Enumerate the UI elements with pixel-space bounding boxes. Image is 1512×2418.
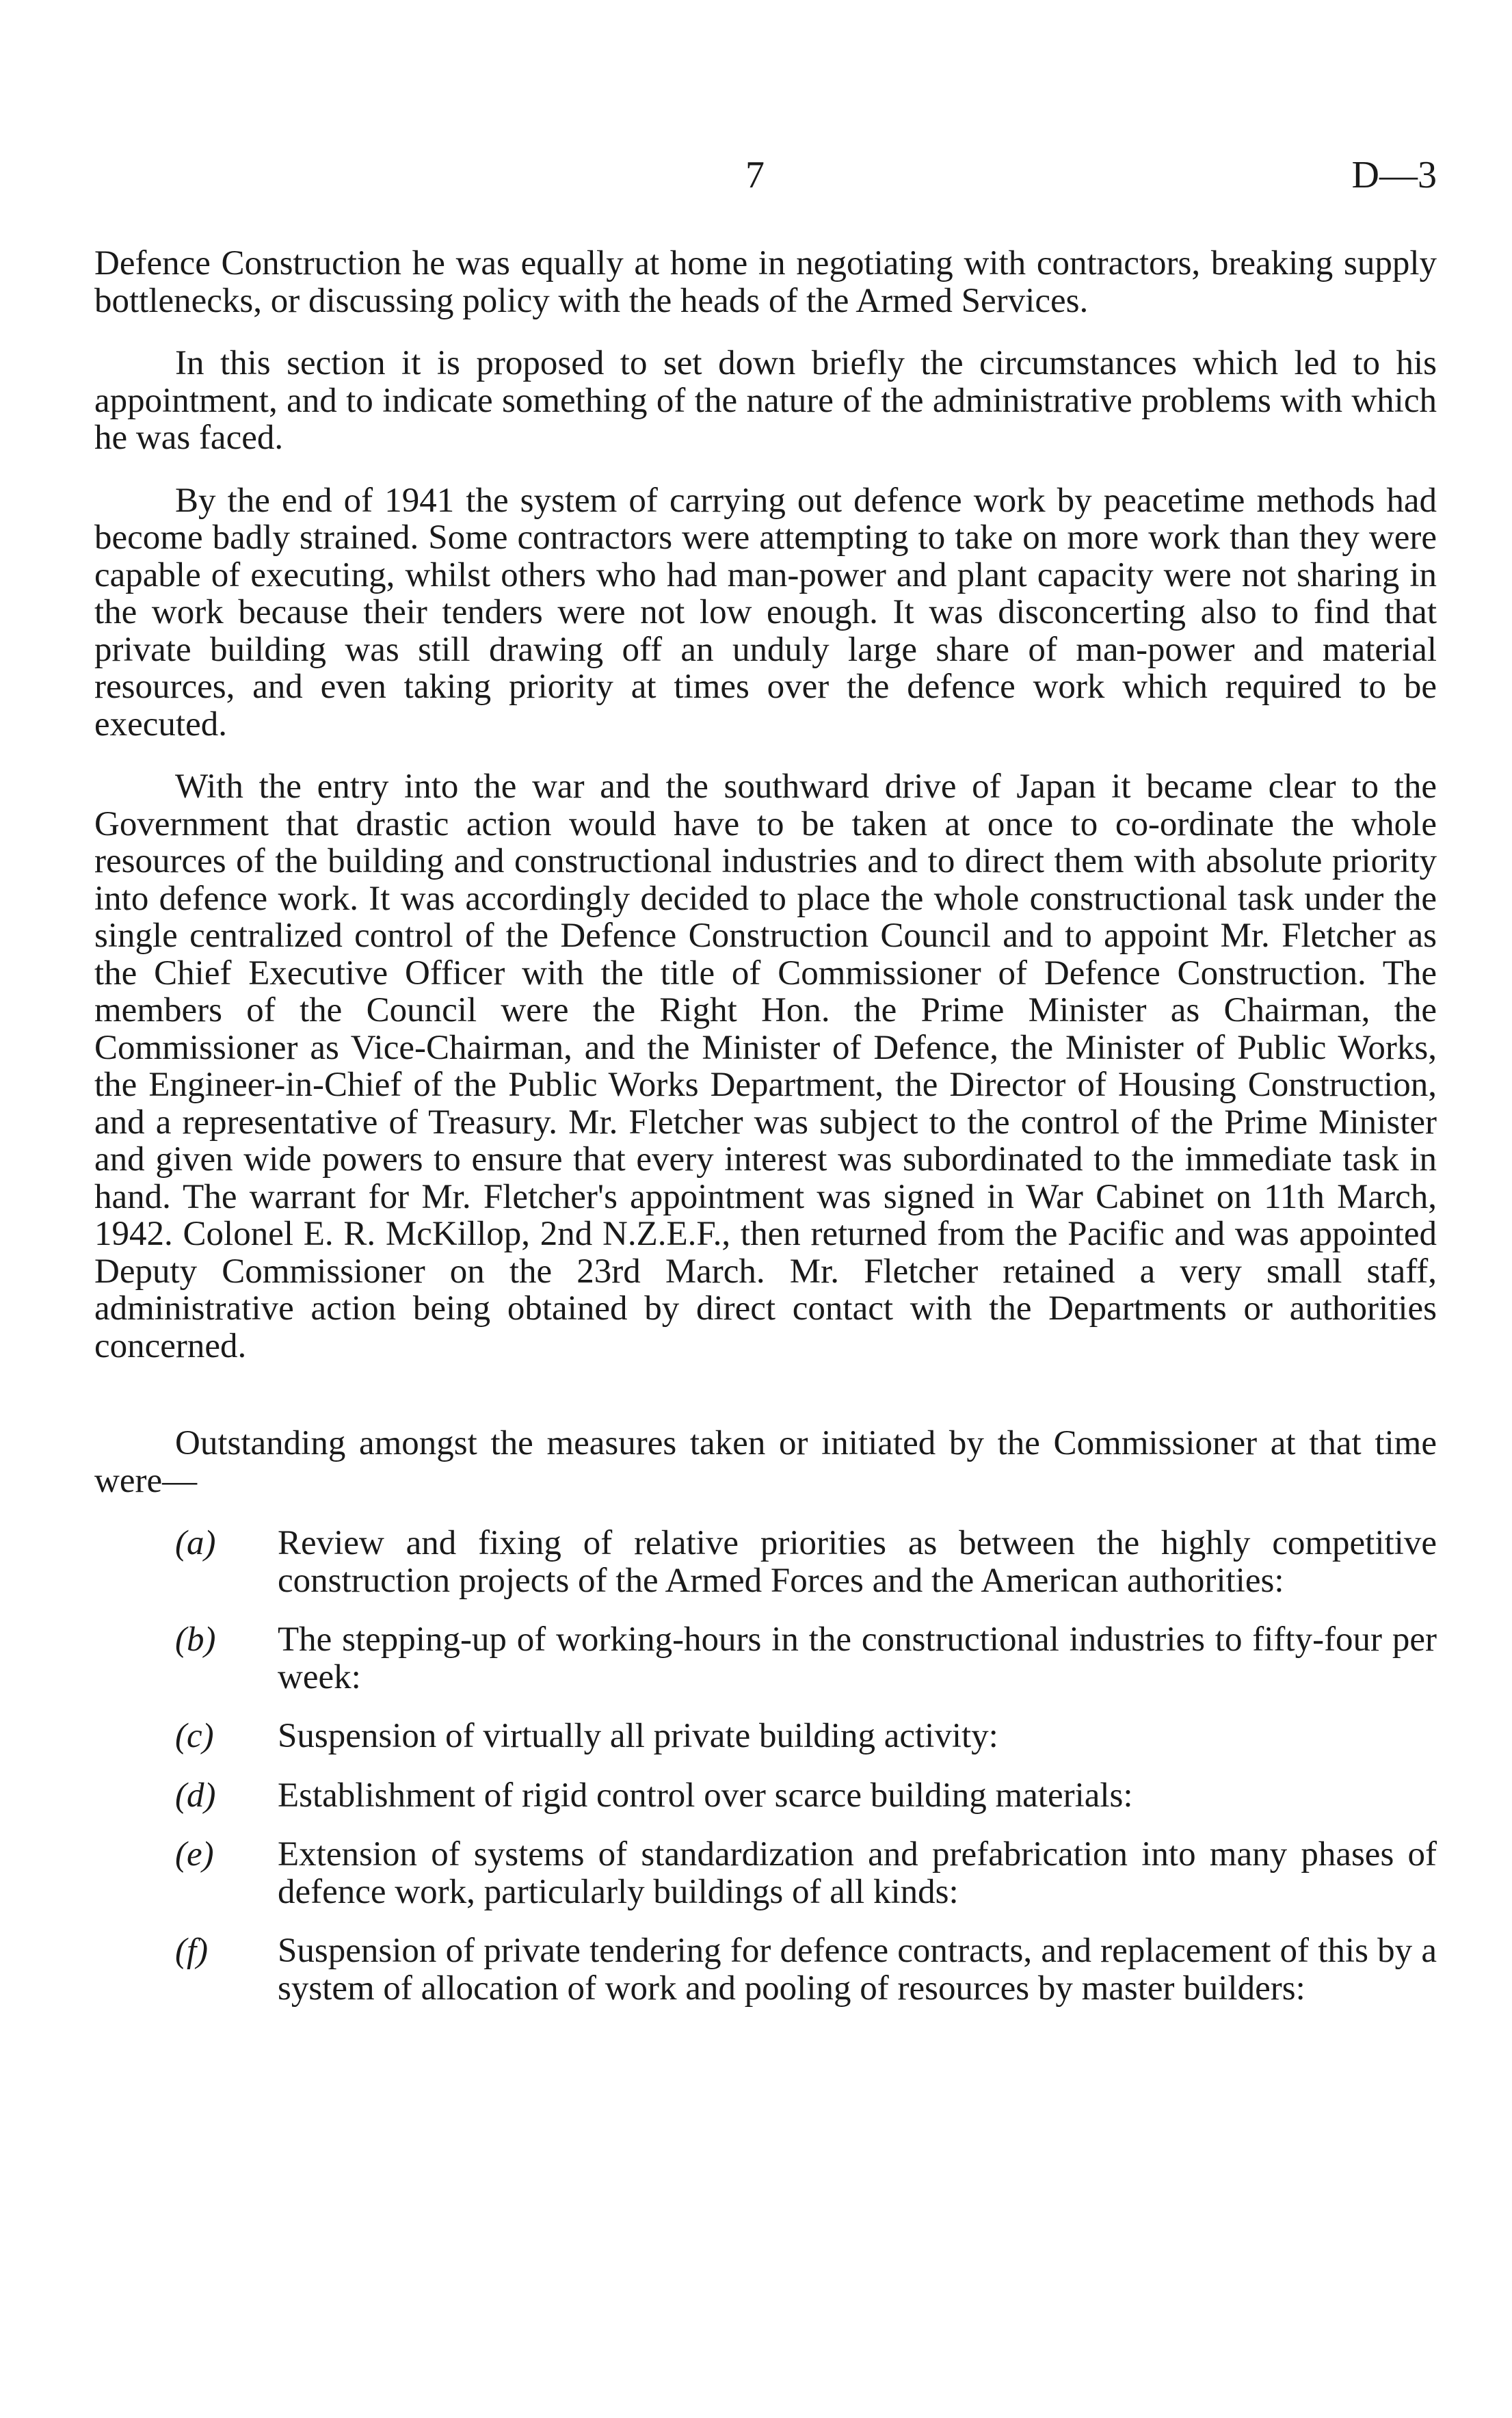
list-item-text: Suspension of private tendering for defence contracts, and replacement of this by a system of allocation of work and pooling of resources by master builders: <box>278 1932 1437 2008</box>
list-item-label: (c) <box>175 1717 214 1755</box>
paragraph-circumstances: In this section it is proposed to set down briefly the circumstances which led to his appointment, and to indicate something of the nature of the administrative problems with which he was faced. <box>94 344 1437 457</box>
list-item <box>94 1836 1437 1910</box>
measures-list <box>94 1525 1437 2007</box>
list-item-label: (a) <box>175 1524 216 1562</box>
list-item-text: Review and fixing of relative priorities as between the highly competitive construction projects of the Armed Forces and the American authorities: <box>278 1524 1437 1600</box>
document-reference: D—3 <box>1351 154 1437 196</box>
list-item-text: Establishment of rigid control over scarce building materials: <box>278 1776 1133 1815</box>
list-item-label: (b) <box>175 1620 216 1659</box>
list-item <box>94 1621 1437 1696</box>
paragraph-measures-intro: Outstanding amongst the measures taken or initiated by the Commissioner at that time were— <box>94 1424 1437 1500</box>
list-item <box>94 1525 1437 1599</box>
document-body <box>94 245 1437 2029</box>
list-item <box>94 1777 1437 1815</box>
paragraph-peacetime-methods: By the end of 1941 the system of carrying out defence work by peacetime methods had become badly strained. Some contractors were attempting to take on more work than they were capable of executing, whilst others who had man-power and plant capacity were not sharing in the work because their tenders were not low enough. It was disconcerting also to find that private building was still drawing off an unduly large share of man-power and material resources, and even taking priority at times over the defence work which required to be executed. <box>94 481 1437 744</box>
paragraph-continuation: Defence Construction he was equally at home in negotiating with contractors, breaking supply bottlenecks, or discussing policy with the heads of the Armed Services. <box>94 244 1437 320</box>
list-item-label: (d) <box>175 1776 216 1815</box>
list-item-label: (e) <box>175 1835 214 1874</box>
paragraph-council-appointment: With the entry into the war and the southward drive of Japan it became clear to the Government that drastic action would have to be taken at once to co-ordinate the whole resources of the building and constructional industries and to direct them with absolute priority into defence work. It was accordingly decided to place the whole constructional task under the single centralized control of the Defence Construction Council and to appoint Mr. Fletcher as the Chief Executive Officer with the title of Commissioner of Defence Construction. The members of the Council were the Right Hon. the Prime Minister as Chairman, the Commissioner as Vice-Chairman, and the Minister of Defence, the Minister of Public Works, the Engineer-in-Chief of the Public Works Department, the Director of Housing Construction, and a representative of Treasury. Mr. Fletcher was subject to the control of the Prime Minister and given wide powers to ensure that every interest was subordinated to the immediate task in hand. The warrant for Mr. Fletcher's appointment was signed in War Cabinet on 11th March, 1942. Colonel E. R. McKillop, 2nd N.Z.E.F., then returned from the Pacific and was appointed Deputy Commissioner on the 23rd March. Mr. Fletcher retained a very small staff, administrative action being obtained by direct contact with the Departments or authorities concerned. <box>94 767 1437 1365</box>
page-number: 7 <box>745 154 765 196</box>
list-item-text: The stepping-up of working-hours in the constructional industries to fifty-four per week: <box>278 1620 1437 1696</box>
list-item-text: Suspension of virtually all private building activity: <box>278 1717 998 1755</box>
list-item-text: Extension of systems of standardization and prefabrication into many phases of defence work, particularly buildings of all kinds: <box>278 1835 1437 1911</box>
list-item <box>94 1932 1437 2007</box>
list-item <box>94 1718 1437 1755</box>
list-item-label: (f) <box>175 1932 209 1970</box>
